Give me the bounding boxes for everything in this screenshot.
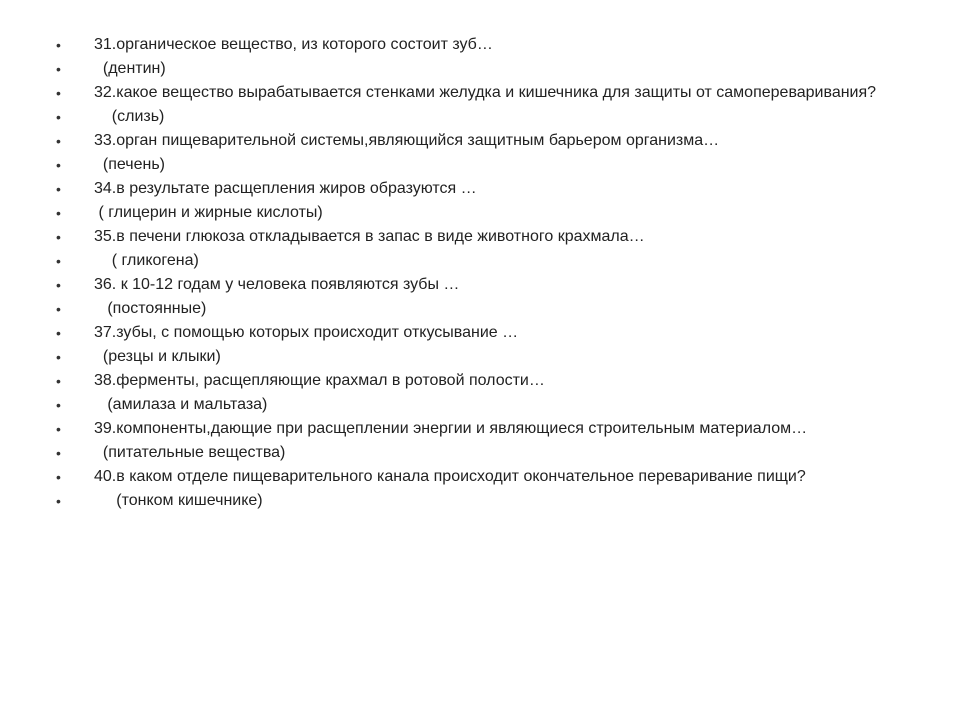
list-item	[56, 132, 916, 150]
list-item-text: (слизь)	[94, 108, 165, 125]
list-item-text: 37.зубы, с помощью которых происходит откусывание …	[94, 324, 519, 341]
list-item	[56, 84, 916, 102]
list-item	[56, 396, 916, 414]
list-item	[56, 60, 916, 78]
bullet-icon: •	[56, 445, 61, 461]
bullet-icon: •	[56, 205, 61, 221]
bullet-icon: •	[56, 61, 61, 77]
list-item-text: ( глицерин и жирные кислоты)	[94, 204, 323, 221]
list-item-text: (амилаза и мальтаза)	[94, 396, 268, 413]
list-item-text: 36. к 10-12 годам у человека появляются зубы …	[94, 276, 460, 293]
list-item-text: 31.органическое вещество, из которого состоит зуб…	[94, 36, 493, 53]
bullet-icon: •	[56, 325, 61, 341]
bullet-icon: •	[56, 133, 61, 149]
bullet-icon: •	[56, 397, 61, 413]
bullet-icon: •	[56, 157, 61, 173]
list-item-text: 40.в каком отделе пищеварительного канала происходит окончательное переваривание пищи?	[94, 468, 806, 485]
list-item	[56, 372, 916, 390]
list-item	[56, 324, 916, 342]
bullet-icon: •	[56, 253, 61, 269]
list-item	[56, 348, 916, 366]
list-item-text: (дентин)	[94, 60, 166, 77]
bullet-icon: •	[56, 493, 61, 509]
list-item-text: ( гликогена)	[94, 252, 199, 269]
list-item	[56, 492, 916, 510]
list-item	[56, 36, 916, 54]
list-item-text: (питательные вещества)	[94, 444, 286, 461]
list-item	[56, 468, 916, 486]
list-item-text: (тонком кишечнике)	[94, 492, 263, 509]
bullet-icon: •	[56, 229, 61, 245]
list-item	[56, 300, 916, 318]
list-item	[56, 204, 916, 222]
list-item	[56, 276, 916, 294]
bullet-list	[56, 36, 916, 516]
list-item-text: 34.в результате расщепления жиров образуются …	[94, 180, 477, 197]
list-item-text: (постоянные)	[94, 300, 207, 317]
bullet-icon: •	[56, 109, 61, 125]
bullet-icon: •	[56, 85, 61, 101]
list-item	[56, 180, 916, 198]
bullet-icon: •	[56, 349, 61, 365]
list-item	[56, 228, 916, 246]
list-item	[56, 444, 916, 462]
list-item-text: 39.компоненты,дающие при расщеплении энергии и являющиеся строительным материалом…	[94, 420, 808, 437]
list-item	[56, 156, 916, 174]
bullet-icon: •	[56, 181, 61, 197]
bullet-icon: •	[56, 469, 61, 485]
list-item	[56, 420, 916, 438]
list-item-text: 35.в печени глюкоза откладывается в запас в виде животного крахмала…	[94, 228, 645, 245]
bullet-icon: •	[56, 277, 61, 293]
bullet-icon: •	[56, 301, 61, 317]
list-item-text: (резцы и клыки)	[94, 348, 221, 365]
list-item-text: (печень)	[94, 156, 165, 173]
bullet-icon: •	[56, 37, 61, 53]
bullet-icon: •	[56, 421, 61, 437]
list-item-text: 33.орган пищеварительной системы,являющийся защитным барьером организма…	[94, 132, 720, 149]
list-item-text: 32.какое вещество вырабатывается стенками желудка и кишечника для защиты от самопереваривания?	[94, 84, 877, 101]
bullet-icon: •	[56, 373, 61, 389]
list-item	[56, 252, 916, 270]
list-item-text: 38.ферменты, расщепляющие крахмал в ротовой полости…	[94, 372, 545, 389]
list-item	[56, 108, 916, 126]
